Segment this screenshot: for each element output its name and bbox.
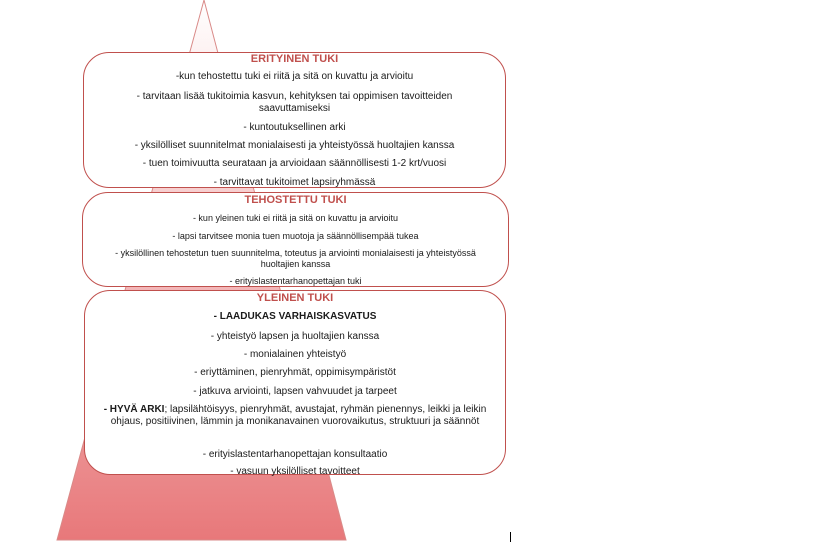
yleinen-line-1-bold: - LAADUKAS VARHAISKASVATUS (213, 311, 377, 322)
erityinen-line-5: - tuen toimivuutta seurataan ja arvioidaan säännöllisesti 1-2 krt/vuosi (142, 158, 447, 169)
erityinen-line-4: - yksilölliset suunnitelmat monialaisesti ja yhteistyössä huoltajien kanssa (134, 140, 455, 151)
yleinen-tuki-box (84, 290, 506, 475)
yleinen-line-3: - monialainen yhteistyö (243, 349, 347, 360)
yleinen-line-1 (93, 311, 497, 323)
erityinen-tuki-box (83, 52, 506, 188)
yleinen-tuki-title: YLEINEN TUKI (256, 292, 334, 304)
erityinen-line-2: - tarvitaan lisää tukitoimia kasvun, kehityksen tai oppimisen tavoitteiden saavuttamiseksi (136, 91, 453, 114)
yleinen-line-5: - jatkuva arviointi, lapsen vahvuudet ja tarpeet (193, 386, 397, 397)
yleinen-line-8: - vasuun yksilölliset tavoitteet (230, 466, 360, 477)
erityinen-line-3: - kuntoutuksellinen arki (243, 122, 346, 133)
erityinen-tuki-title: ERITYINEN TUKI (250, 53, 339, 65)
hyva-arki-label: - HYVÄ ARKI (103, 404, 165, 415)
tehostettu-line-2: - lapsi tarvitsee monia tuen muotoja ja säännöllisempää tukea (172, 231, 419, 241)
tehostettu-tuki-title: TEHOSTETTU TUKI (244, 194, 347, 206)
tehostettu-line-1: - kun yleinen tuki ei riitä ja sitä on kuvattu ja arvioitu (192, 213, 399, 223)
tehostettu-tuki-box (82, 192, 509, 287)
yleinen-line-7: - erityislastentarhanopettajan konsultaatio (202, 449, 388, 460)
hyva-arki-text: ; lapsilähtöisyys, pienryhmät, avustajat, ryhmän pienennys, leikki ja leikin ohjaus, positiivinen, lämmin ja monikanavainen vuorovaikutus, struktuuri ja säännöt (110, 404, 487, 427)
text-cursor (510, 532, 511, 542)
yleinen-line-4: - eriyttäminen, pienryhmät, oppimisympäristöt (194, 367, 396, 378)
yleinen-line-6 (99, 404, 491, 428)
erityinen-line-6: - tarvittavat tukitoimet lapsiryhmässä (213, 177, 376, 188)
tehostettu-line-4: - erityislastentarhanopettajan tuki (229, 276, 362, 286)
tehostettu-line-3: - yksilöllinen tehostetun tuen suunnitelma, toteutus ja arviointi monialaisesti ja yhteistyössä huoltajien kanssa (115, 248, 476, 269)
erityinen-line-1: -kun tehostettu tuki ei riitä ja sitä on kuvattu ja arvioitu (175, 71, 414, 82)
yleinen-line-2: - yhteistyö lapsen ja huoltajien kanssa (210, 331, 380, 342)
